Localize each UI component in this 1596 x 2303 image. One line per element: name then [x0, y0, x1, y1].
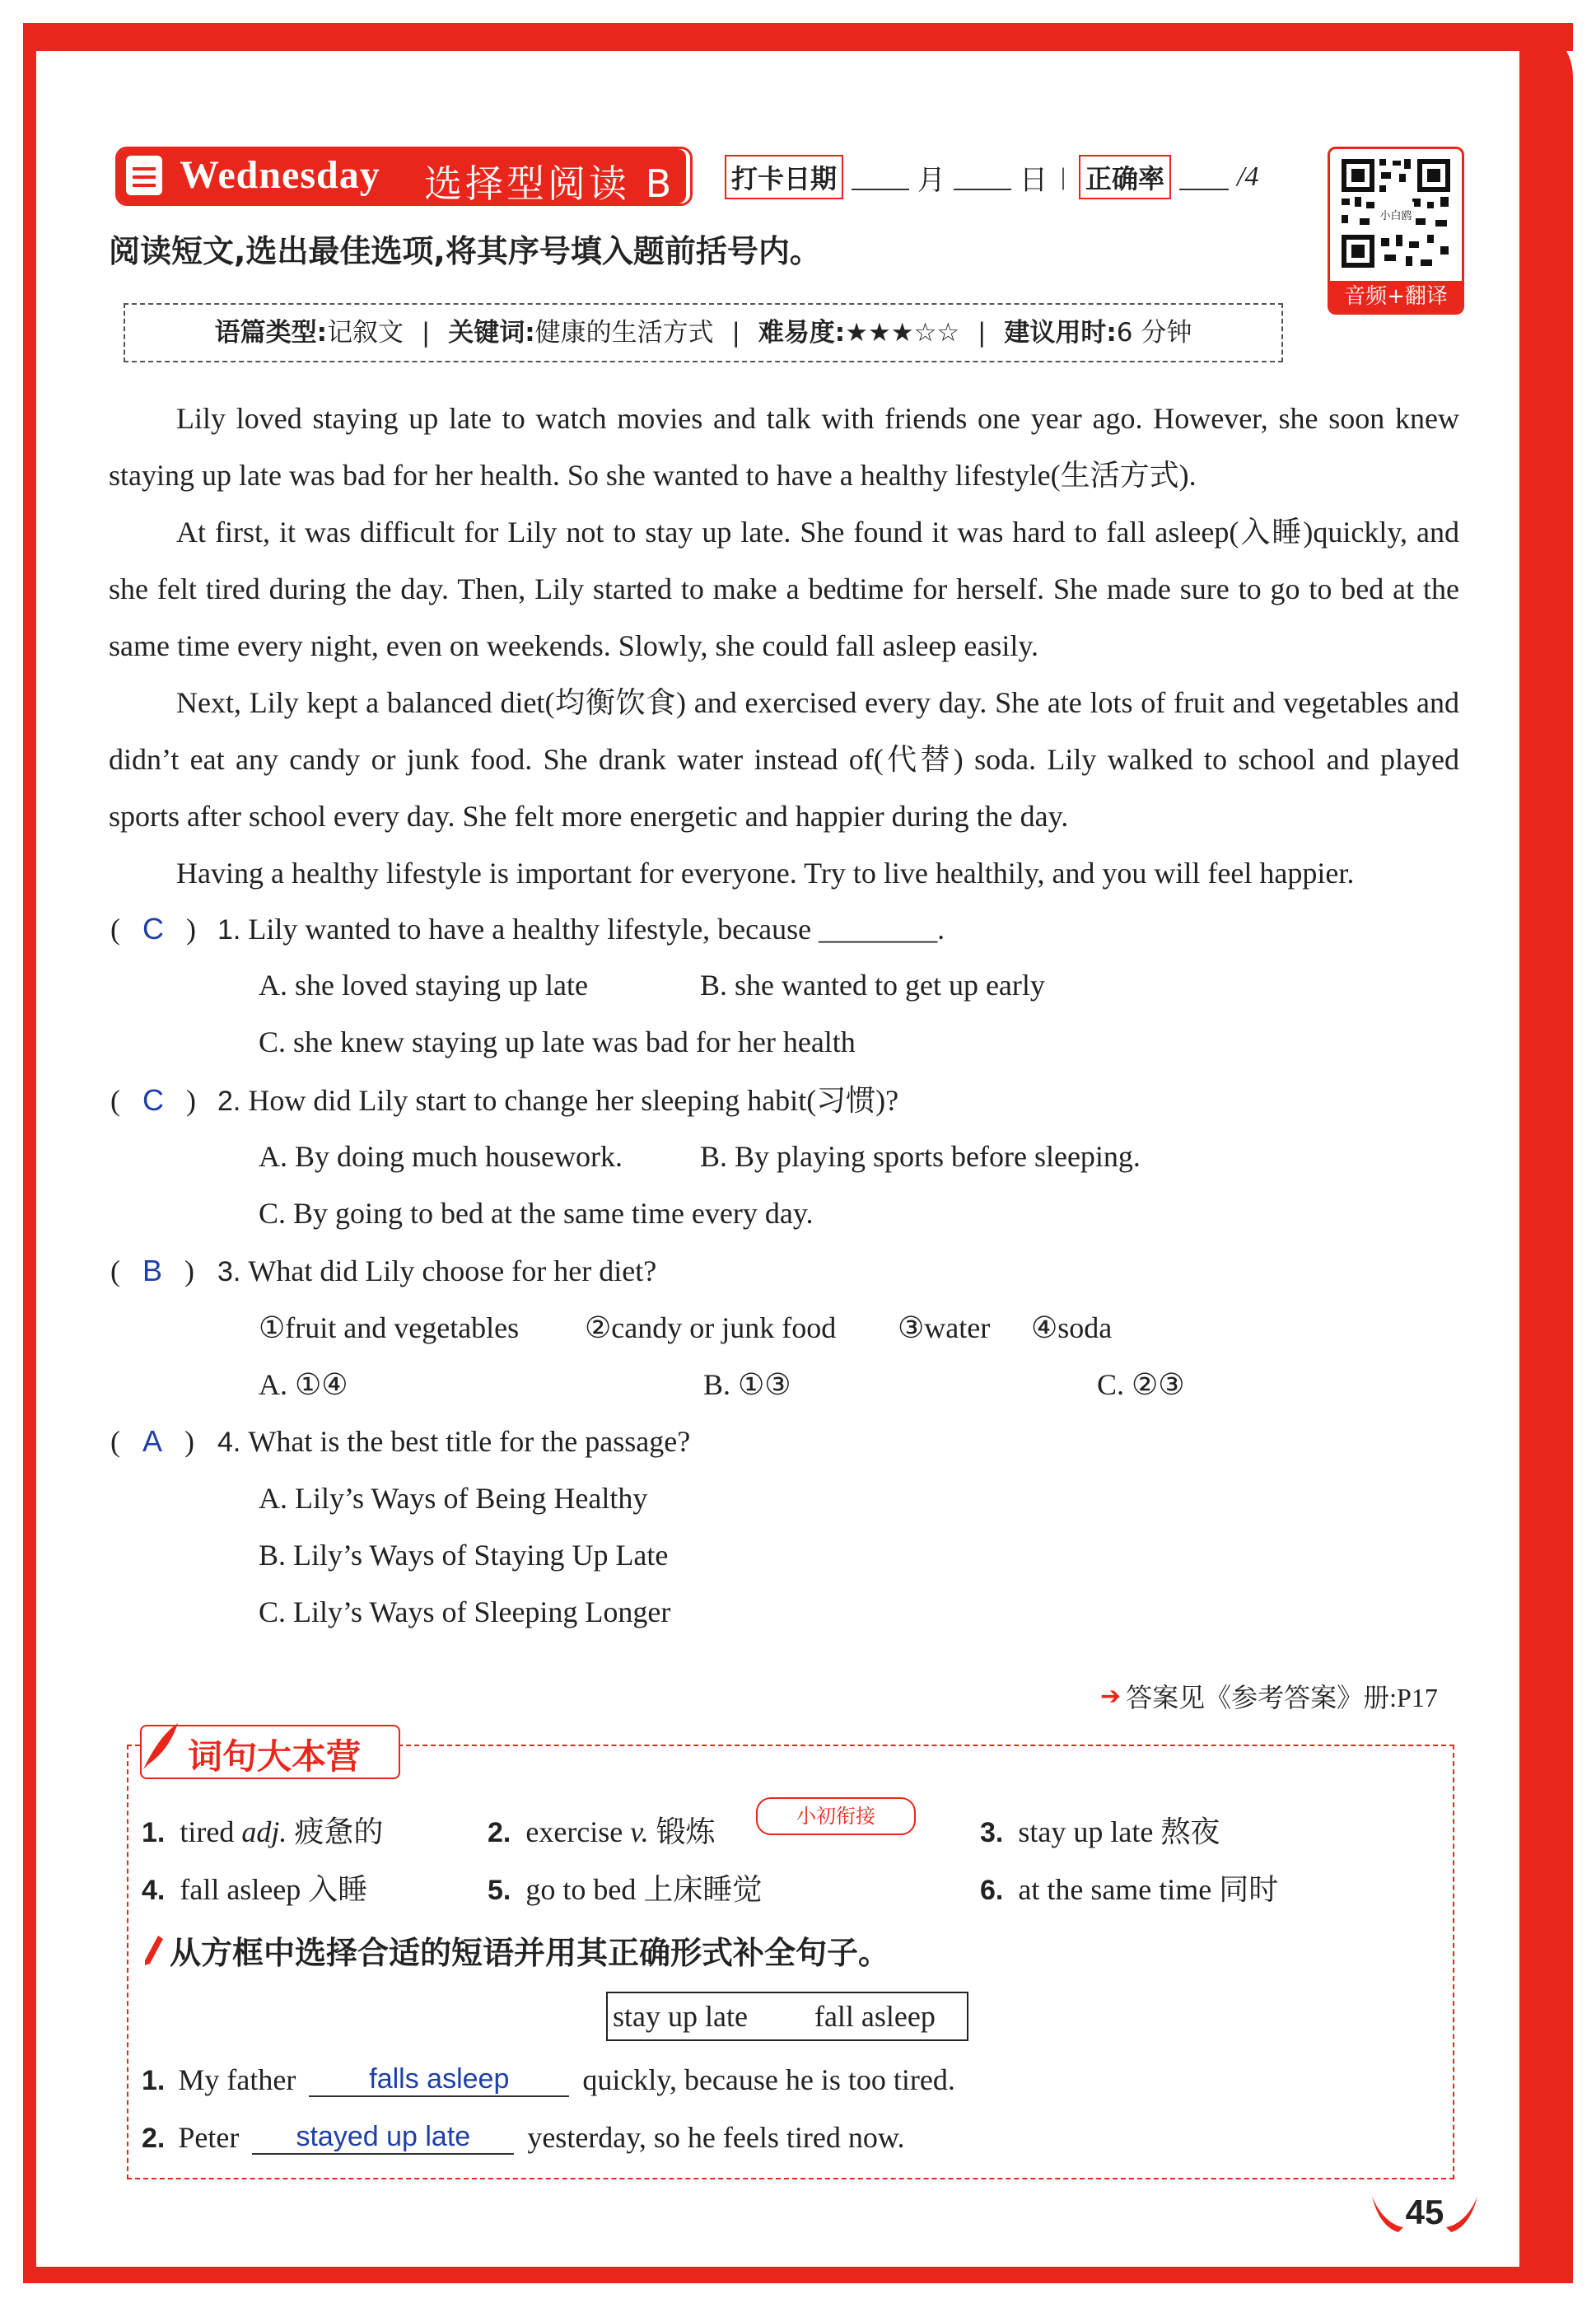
vocab-title: 词句大本营	[188, 1736, 362, 1777]
question-3-num: 3.	[217, 1256, 241, 1287]
sentence-2: 2. Peter stayed up late yesterday, so he feels tired now.	[142, 2121, 905, 2154]
answer-2[interactable]: C	[142, 1083, 164, 1117]
question-2-text: How did Lily start to change her sleeping habit(习惯)?	[248, 1084, 899, 1117]
phrase-box	[606, 1992, 968, 2041]
q2-option-a[interactable]: A. By doing much housework.	[259, 1140, 623, 1173]
q2-option-b[interactable]: B. By playing sports before sleeping.	[700, 1140, 1141, 1173]
q3-option-b[interactable]: B. ①③	[703, 1368, 791, 1401]
passage-paragraph-4: Having a healthy lifestyle is important for everyone. Try to live healthily, and you will feel happier.	[176, 857, 1355, 890]
fill-task	[142, 1927, 889, 1973]
feather-icon	[137, 1720, 181, 1771]
day-title: Wednesday	[180, 153, 380, 197]
q1-option-c[interactable]: C. she knew staying up late was bad for her health	[259, 1025, 856, 1058]
q3-item-2: ②candy or junk food	[585, 1311, 837, 1344]
accuracy-blank[interactable]	[1179, 164, 1229, 190]
question-1-num: 1.	[217, 914, 241, 946]
fill-task-text: 从方框中选择合适的短语并用其正确形式补全句子。	[170, 1935, 890, 1971]
page-number	[1367, 2189, 1482, 2239]
accuracy-label: 正确率	[1079, 155, 1171, 199]
phrase-1: stay up late	[613, 2000, 748, 2033]
q4-option-c[interactable]: C. Lily’s Ways of Sleeping Longer	[259, 1595, 671, 1628]
time-label: 建议用时:	[1004, 318, 1117, 348]
day-blank[interactable]	[954, 164, 1011, 190]
q3-item-4: ④soda	[1031, 1311, 1113, 1344]
page-frame-left	[23, 23, 36, 2282]
question-3-text: What did Lily choose for her diet?	[248, 1254, 657, 1287]
time-value: 6 分钟	[1116, 318, 1192, 348]
day-label: 日	[1020, 163, 1048, 197]
q1-option-a[interactable]: A. she loved staying up late	[259, 969, 588, 1002]
answer-3[interactable]: B	[142, 1254, 163, 1287]
q4-option-b[interactable]: B. Lily’s Ways of Staying Up Late	[259, 1539, 669, 1572]
vocab-item-3: 3. stay up late 熬夜	[980, 1815, 1220, 1849]
page-number-text: 45	[1405, 2193, 1444, 2231]
vocab-banner	[140, 1725, 400, 1779]
qr-center-label: 小白鸥	[1379, 210, 1412, 222]
question-1: ( C ) 1. Lily wanted to have a healthy lifestyle, because ________.	[110, 912, 945, 946]
q3-item-3: ③water	[898, 1311, 991, 1344]
question-3: ( B ) 3. What did Lily choose for her diet?	[110, 1254, 657, 1287]
q4-option-a[interactable]: A. Lily’s Ways of Being Healthy	[259, 1482, 648, 1515]
vocab-item-4: 4. fall asleep 入睡	[142, 1873, 368, 1907]
section-title: 选择型阅读 B	[424, 161, 675, 206]
checkin-label: 打卡日期	[725, 155, 843, 199]
answer-reference-text: 答案见《参考答案》册:P17	[1126, 1683, 1438, 1712]
transition-badge: 小初衔接	[756, 1797, 916, 1835]
vocab-item-2: 2. exercise v. 锻炼	[488, 1815, 716, 1849]
passage-paragraph-2: At first, it was difficult for Lily not to stay up late. She found it was hard to fall asleep(入睡)quickly, and she felt tired during the day. Then, Lily started to make a bedtime for herself. She made sure to go to bed at the same time every night, even on weekends. Slowly, she could fall asleep easily.	[109, 516, 1459, 662]
page-frame-right	[1519, 23, 1573, 2282]
section-title-banner	[115, 147, 693, 206]
calendar-icon	[126, 156, 162, 195]
sentence-1-answer[interactable]: falls asleep	[309, 2063, 569, 2097]
month-label: 月	[917, 163, 946, 197]
sentence-1: 1. My father falls asleep quickly, because he is too tired.	[142, 2063, 955, 2096]
checkin-row	[725, 156, 1259, 198]
answer-4[interactable]: A	[142, 1424, 163, 1458]
q3-option-a[interactable]: A. ①④	[259, 1368, 348, 1401]
question-4-text: What is the best title for the passage?	[248, 1425, 691, 1458]
qr-code[interactable]	[1328, 147, 1464, 315]
question-2-num: 2.	[217, 1086, 241, 1117]
vocab-item-6: 6. at the same time 同时	[980, 1873, 1279, 1907]
difficulty-label: 难易度:	[758, 318, 846, 348]
page-frame-top	[23, 23, 1573, 51]
keyword-value: 健康的生活方式	[534, 318, 714, 348]
difficulty-stars: ★★★☆☆	[845, 318, 960, 348]
question-2: ( C ) 2. How did Lily start to change her sleeping habit(习惯)?	[110, 1083, 899, 1117]
month-blank[interactable]	[852, 164, 909, 190]
q3-option-c[interactable]: C. ②③	[1097, 1368, 1185, 1401]
question-4-num: 4.	[217, 1427, 241, 1458]
q1-option-b[interactable]: B. she wanted to get up early	[700, 969, 1045, 1002]
answer-1[interactable]: C	[142, 912, 164, 946]
question-4: ( A ) 4. What is the best title for the passage?	[110, 1424, 691, 1458]
phrase-2: fall asleep	[814, 2000, 936, 2033]
vocab-item-1: 1. tired adj. 疲惫的	[142, 1815, 384, 1849]
passage-info-box: 语篇类型:记叙文 | 关键词:健康的生活方式 | 难易度:★★★☆☆ | 建议用时:6 分钟	[124, 303, 1283, 362]
sentence-2-answer[interactable]: stayed up late	[252, 2121, 514, 2155]
passage-paragraph-1: Lily loved staying up late to watch movies and talk with friends one year ago. However, she soon knew staying up late was bad for her health. So she wanted to have a healthy lifestyle(生活方式).	[109, 402, 1459, 492]
question-1-text: Lily wanted to have a healthy lifestyle, because ________.	[248, 913, 945, 946]
instruction: 阅读短文,选出最佳选项,将其序号填入题前括号内。	[109, 233, 821, 269]
arrow-icon: ➔	[1100, 1682, 1122, 1710]
vocab-item-5: 5. go to bed 上床睡觉	[488, 1873, 763, 1907]
answer-reference	[1100, 1677, 1438, 1715]
accuracy-total: /4	[1237, 161, 1259, 192]
q3-item-1: ①fruit and vegetables	[259, 1311, 520, 1344]
keyword-label: 关键词:	[448, 318, 535, 348]
type-value: 记叙文	[327, 318, 404, 348]
type-label: 语篇类型:	[214, 318, 328, 348]
passage-paragraph-3: Next, Lily kept a balanced diet(均衡饮食) and exercised every day. She ate lots of fruit and vegetables and didn’t eat any candy or junk food. She drank water instead of(代替) soda. Lily walked to school and played sports after school every day. She felt more energetic and happier during the day.	[109, 686, 1459, 833]
page-frame-bottom	[23, 2267, 1573, 2283]
qr-caption: 音频+翻译	[1330, 281, 1462, 312]
q2-option-c[interactable]: C. By going to bed at the same time every day.	[259, 1197, 814, 1230]
separator: |	[1061, 163, 1066, 190]
pencil-icon	[142, 1934, 165, 1967]
